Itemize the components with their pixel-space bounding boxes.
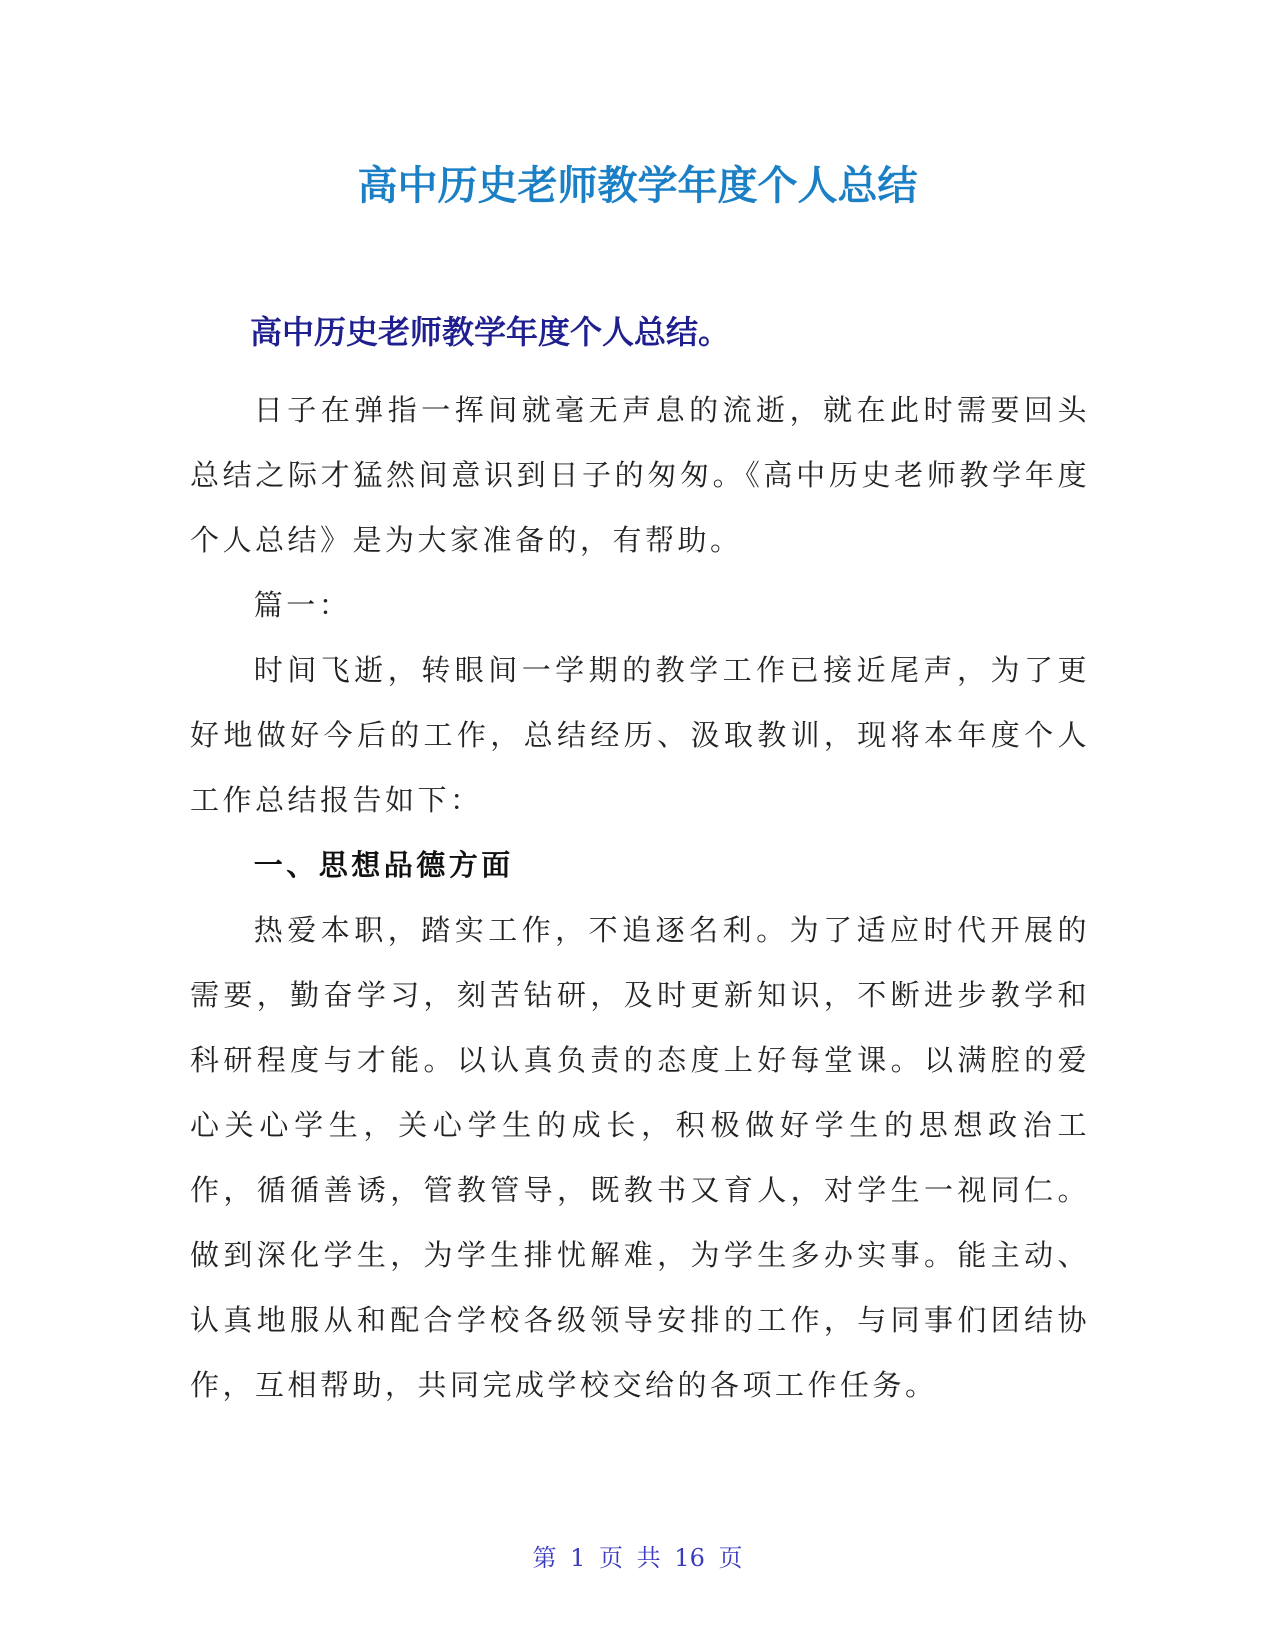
- document-body: [190, 378, 1090, 1418]
- paragraph-opening: 时间飞逝，转眼间一学期的教学工作已接近尾声，为了更好地做好今后的工作，总结经历、汲取教训，现将本年度个人工作总结报告如下：: [190, 653, 1090, 817]
- document-title: 高中历史老师教学年度个人总结: [357, 163, 918, 209]
- paragraph-part-label: 篇一：: [253, 588, 352, 622]
- page-number-footer: 第 1 页 共 16 页: [532, 1544, 743, 1572]
- document-subtitle: 高中历史老师教学年度个人总结。: [250, 313, 731, 351]
- section-heading-ideology: 一、思想品德方面: [253, 848, 514, 882]
- paragraph-ideology: 热爱本职，踏实工作，不追逐名利。为了适应时代开展的需要，勤奋学习，刻苦钻研，及时更新知识，不断进步教学和科研程度与才能。以认真负责的态度上好每堂课。以满腔的爱心关心学生，关心学生的成长，积极做好学生的思想政治工作，循循善诱，管教管导，既教书又育人，对学生一视同仁。做到深化学生，为学生排忧解难，为学生多办实事。能主动、认真地服从和配合学校各级领导安排的工作，与同事们团结协作，互相帮助，共同完成学校交给的各项工作任务。: [190, 913, 1090, 1402]
- paragraph-intro: 日子在弹指一挥间就毫无声息的流逝，就在此时需要回头总结之际才猛然间意识到日子的匆匆。《高中历史老师教学年度个人总结》是为大家准备的，有帮助。: [190, 393, 1090, 557]
